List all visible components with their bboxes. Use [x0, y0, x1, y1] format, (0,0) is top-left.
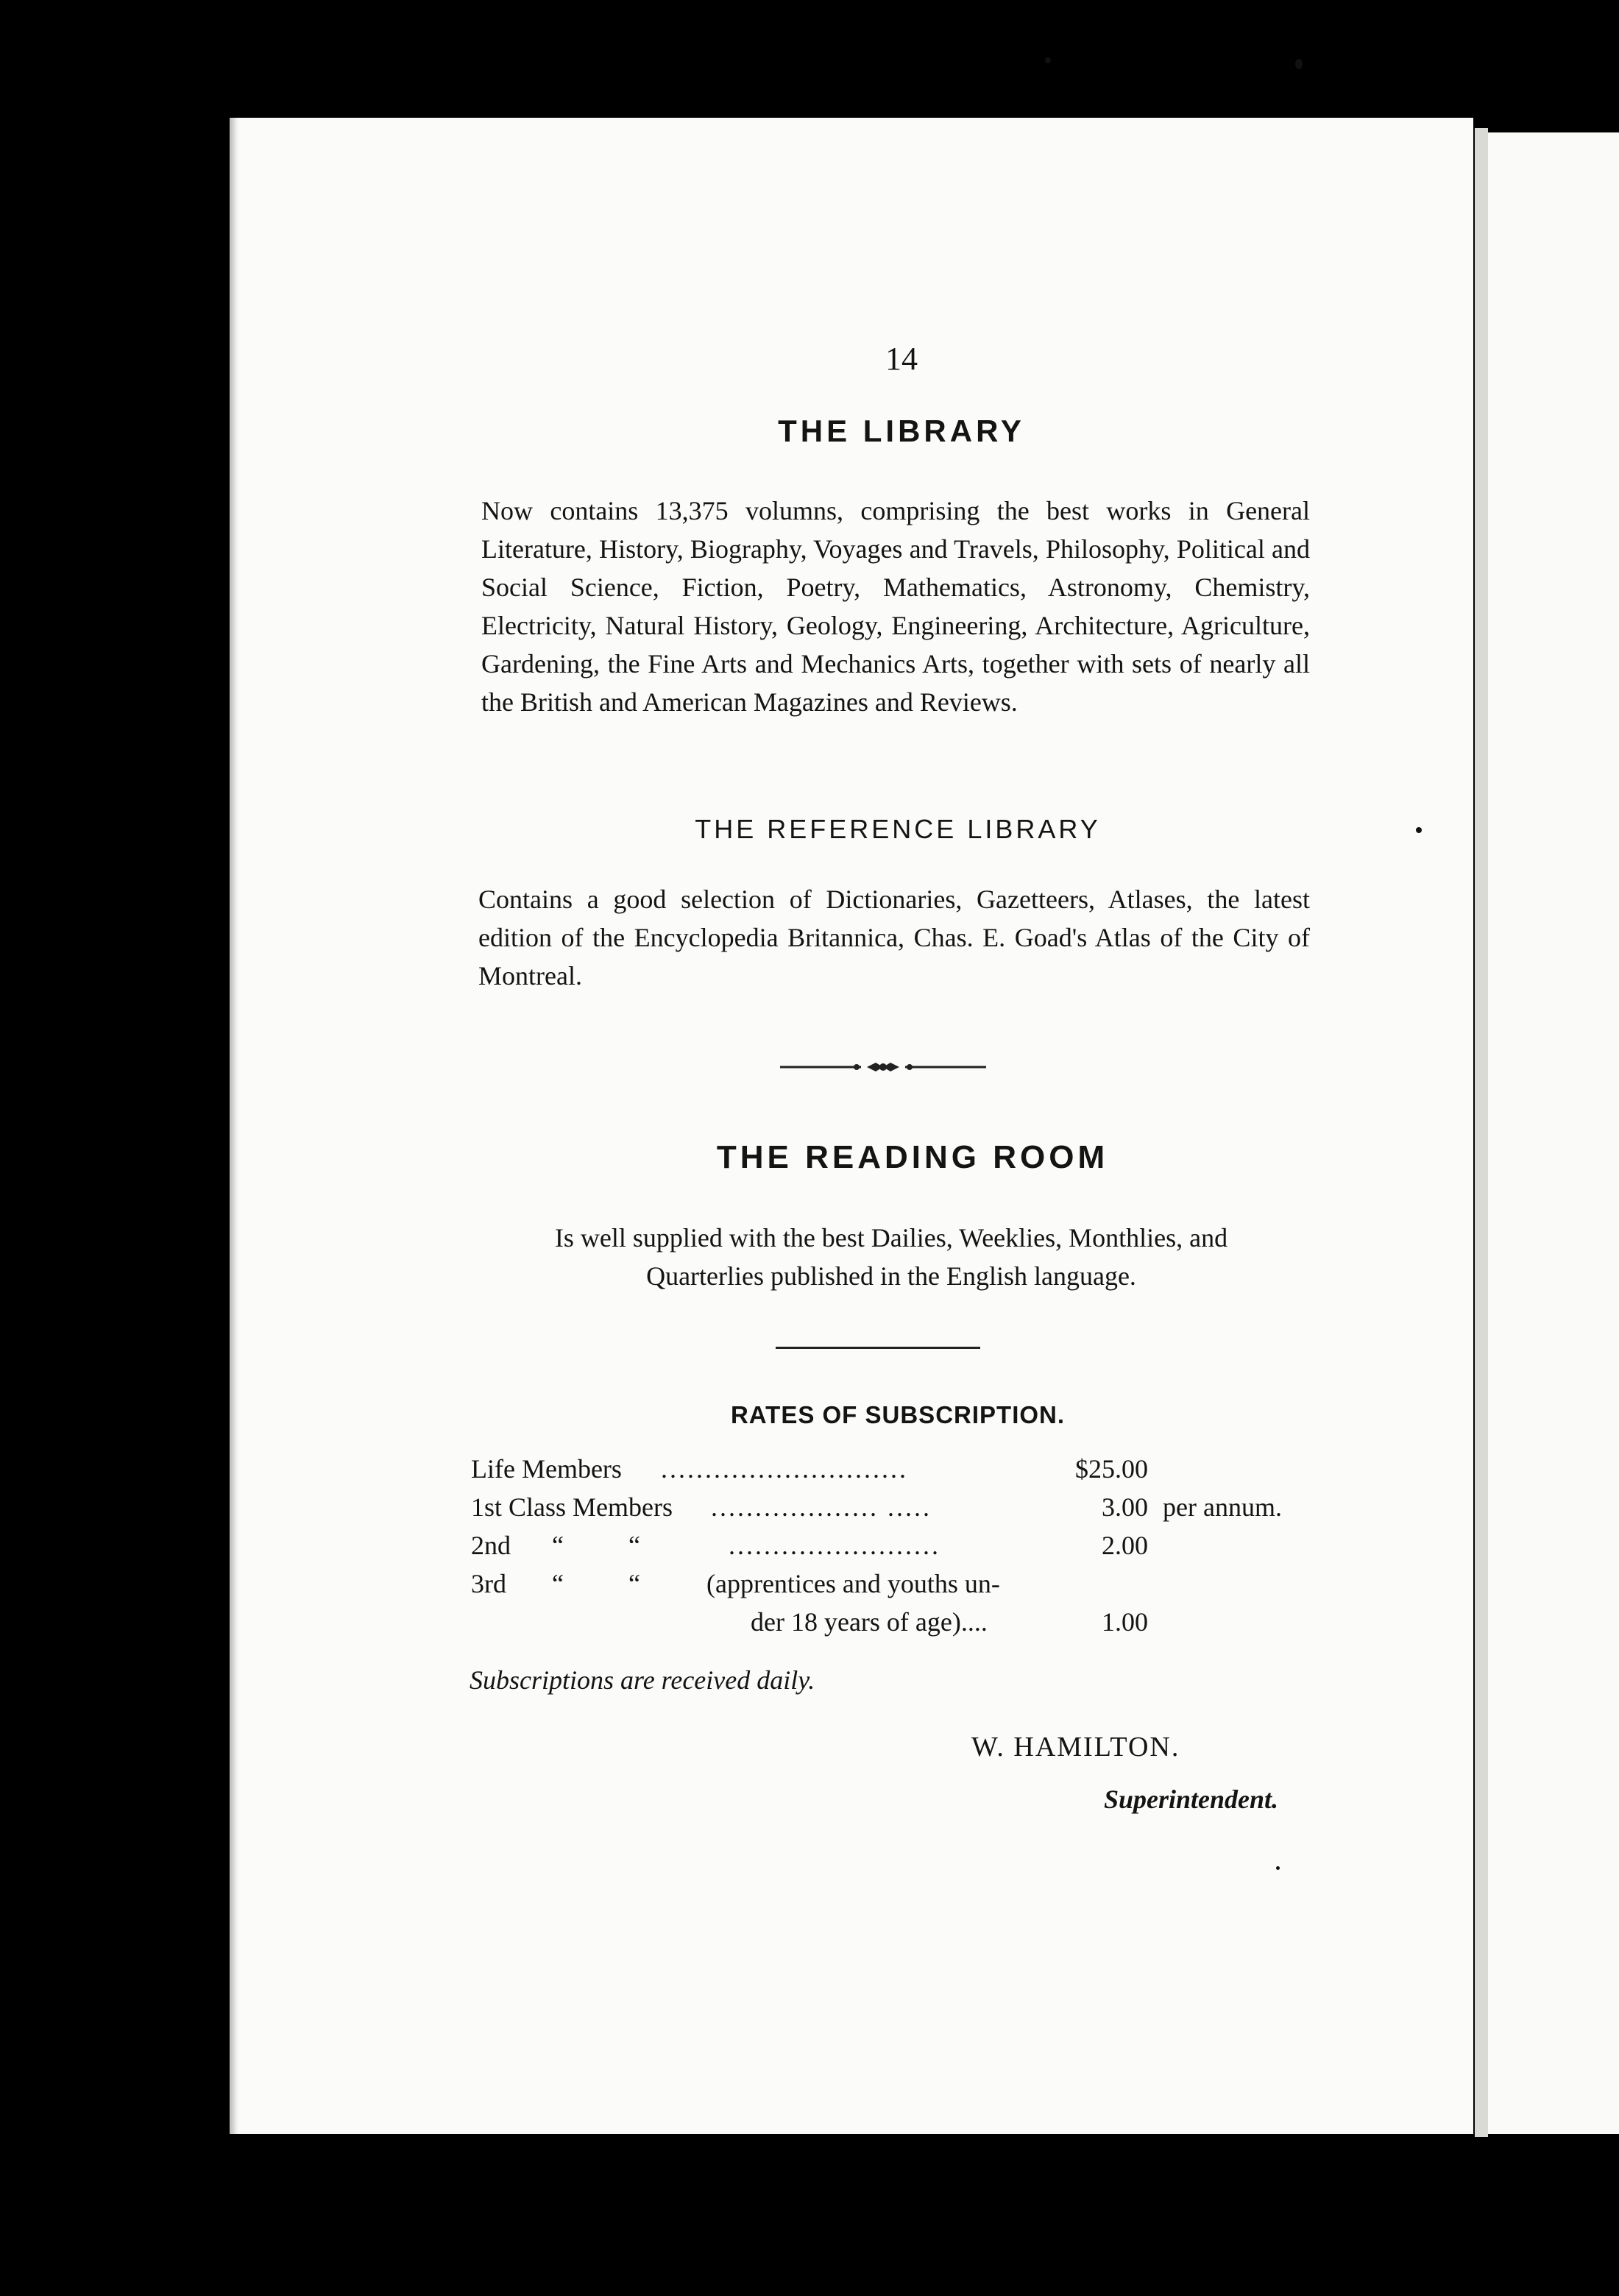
reading-room-paragraph [475, 1219, 1307, 1295]
reading-room-line-2: Quarterlies published in the English language. [646, 1261, 1136, 1291]
subscriptions-note: Subscriptions are received daily. [470, 1665, 815, 1695]
rate-amount: 1.00 [1102, 1607, 1148, 1637]
rate-row-life [471, 1450, 1317, 1488]
page-number: 14 [885, 341, 918, 377]
rate-amount: 3.00 [1102, 1492, 1148, 1522]
rate-row-third-class-cont [471, 1603, 1317, 1641]
rate-leader-dots: ................... ..... [711, 1492, 932, 1522]
rate-label: 1st Class Members [471, 1492, 673, 1522]
rate-label: 3rd [471, 1569, 506, 1598]
rate-description: (apprentices and youths un- [706, 1569, 1000, 1598]
rate-row-third-class [471, 1565, 1317, 1603]
rate-row-second-class [471, 1526, 1317, 1565]
library-paragraph: Now contains 13,375 volumns, comprising the best works in General Literature, History, Biography, Voyages and Travels, Philosophy, Political and Social Science, Fiction, Poetry, Mathematics, Astronomy, Chemistry, Electricity, Natural History, Geology, Engineering, Architecture, Agriculture, Gardening, the Fine Arts and Mechanics Arts, together with sets of nearly all the British and American Magazines and Reviews. [481, 496, 1310, 717]
signature-name: W. HAMILTON. [971, 1732, 1180, 1762]
reading-room-line-1: Is well supplied with the best Dailies, Weeklies, Monthlies, and [554, 1223, 1228, 1252]
ornament-divider [780, 1058, 986, 1076]
page-edge [1475, 128, 1488, 2137]
signature-title: Superintendent. [1104, 1785, 1279, 1814]
rate-amount: $25.00 [1075, 1454, 1148, 1484]
rate-leader-dots: ........................ [729, 1531, 940, 1560]
ditto-mark: “ [552, 1531, 564, 1560]
rate-label: Life Members [471, 1454, 622, 1484]
rate-label: 2nd [471, 1531, 511, 1560]
section-rule [776, 1347, 980, 1349]
rate-amount: 2.00 [1102, 1531, 1148, 1560]
rate-leader-dots: ............................ [661, 1454, 908, 1484]
reading-room-heading: THE READING ROOM [716, 1139, 1109, 1175]
dust-speck [1295, 59, 1303, 69]
reference-library-paragraph: Contains a good selection of Dictionaries, Gazetteers, Atlases, the latest edition of the Encyclopedia Britannica, Chas. E. Goad's Atlas of the City of Montreal. [478, 885, 1310, 991]
facing-page [1488, 132, 1619, 2134]
ditto-mark: “ [552, 1569, 564, 1598]
rate-row-first-class [471, 1488, 1317, 1526]
ditto-mark: “ [628, 1531, 640, 1560]
dust-speck [1416, 827, 1422, 833]
rates-table [471, 1450, 1317, 1641]
rate-description: der 18 years of age).... [751, 1607, 988, 1637]
rate-note: per annum. [1163, 1492, 1282, 1522]
library-heading: THE LIBRARY [778, 414, 1025, 448]
rates-heading: RATES OF SUBSCRIPTION. [730, 1401, 1066, 1428]
reference-library-heading: THE REFERENCE LIBRARY [695, 814, 1101, 844]
dust-speck [1276, 1866, 1280, 1870]
ditto-mark: “ [628, 1569, 640, 1598]
dust-speck [1045, 57, 1051, 63]
